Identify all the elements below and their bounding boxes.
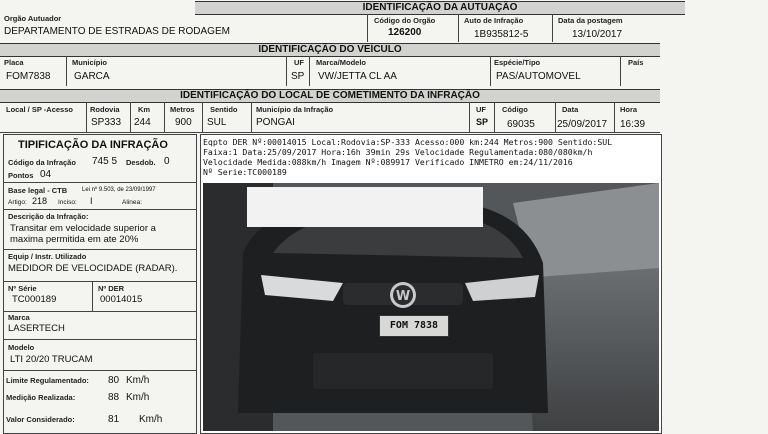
base-legal-label: Base legal - CTB xyxy=(8,186,68,195)
limite-value: 80 xyxy=(108,375,120,386)
limite-unit: Km/h xyxy=(126,375,150,386)
section-veiculo-title: IDENTIFICAÇÃO DO VEÍCULO xyxy=(0,43,660,57)
photo-caption-line4: Nº Serie:TC000189 xyxy=(203,167,287,177)
modelo-label: Modelo xyxy=(8,343,35,352)
serie-label: Nº Série xyxy=(8,284,37,293)
descricao-line1: Transitar em velocidade superior a xyxy=(10,223,156,234)
car-front-image xyxy=(203,183,659,431)
desdob-label: Desdob. xyxy=(126,158,156,167)
tipificacao-panel xyxy=(3,134,197,434)
pais-label: País xyxy=(628,58,644,67)
pontos-label: Pontos xyxy=(8,171,34,180)
photo-caption-line3: Velocidade Medida:088km/h Imagem Nº:089917 Verificado INMETRO em:24/11/2016 xyxy=(203,157,573,167)
der-value: 00014015 xyxy=(100,294,143,305)
data-local-value: 25/09/2017 xyxy=(557,119,608,130)
descricao-line2: maxima permitida em ate 20% xyxy=(10,234,139,245)
placa-label: Placa xyxy=(4,58,24,67)
local-acesso-label: Local / SP -Acesso xyxy=(6,105,73,114)
inciso-label: Inciso: xyxy=(58,199,77,206)
autuacao-row xyxy=(0,14,660,42)
serie-value: TC000189 xyxy=(12,294,57,305)
metros-label: Metros xyxy=(170,105,195,114)
data-postagem-value: 13/10/2017 xyxy=(572,29,623,40)
orgao-label: Orgão Autuador xyxy=(4,14,62,23)
desdob-value: 0 xyxy=(164,156,170,167)
descricao-label: Descrição da Infração: xyxy=(8,212,89,221)
uf-local-label: UF xyxy=(476,105,486,114)
especie-value: PAS/AUTOMOVEL xyxy=(496,71,581,82)
photo-caption-line1: Eqpto DER Nº:00014015 Local:Rodovia:SP-333 Acesso:000 km:244 Metros:900 Sentido:SUL xyxy=(203,137,613,147)
codigo-orgao-value: 126200 xyxy=(388,27,422,38)
municipio-infracao-label: Município da Infração xyxy=(256,105,334,114)
km-value: 244 xyxy=(134,117,151,128)
photo-caption-line2: Faixa:1 Data:25/09/2017 Hora:16h 39min 29s Velocidade Regulamentada:080/080km/h xyxy=(203,147,593,157)
radar-photo-panel xyxy=(200,134,662,434)
radar-photo xyxy=(203,183,659,431)
der-label: Nº DER xyxy=(98,284,125,293)
local-row xyxy=(0,102,660,132)
license-plate: FOM 7838 xyxy=(379,315,449,337)
equip-value: MEDIDOR DE VELOCIDADE (RADAR). xyxy=(8,263,178,274)
uf-veiculo-label: UF xyxy=(294,58,304,67)
marca-modelo-value: VW/JETTA CL AA xyxy=(318,71,397,82)
codigo-infracao-value: 745 5 xyxy=(92,156,118,167)
codigo-infracao-label: Código da Infração xyxy=(8,158,76,167)
uf-veiculo-value: SP xyxy=(291,71,305,82)
artigo-value: 218 xyxy=(32,196,48,206)
inciso-value: I xyxy=(90,196,93,206)
rodovia-value: SP333 xyxy=(91,117,122,128)
equip-label: Equip / Instr. Utilizado xyxy=(8,252,87,261)
marca-modelo-label: Marca/Modelo xyxy=(316,58,367,67)
considerado-unit: Km/h xyxy=(139,414,163,425)
pontos-value: 04 xyxy=(40,169,52,180)
data-postagem-label: Data da postagem xyxy=(558,16,623,25)
rodovia-label: Rodovia xyxy=(90,105,120,114)
hora-value: 16:39 xyxy=(620,119,646,130)
alinea-label: Alinea: xyxy=(122,199,142,206)
marca-equip-value: LASERTECH xyxy=(8,323,65,334)
orgao-value: DEPARTAMENTO DE ESTRADAS DE RODAGEM xyxy=(4,26,230,37)
svg-text:W: W xyxy=(395,289,411,304)
especie-label: Espécie/Tipo xyxy=(494,58,541,67)
metros-value: 900 xyxy=(175,117,192,128)
sentido-value: SUL xyxy=(207,117,227,128)
medicao-value: 88 xyxy=(108,392,120,403)
municipio-veiculo-label: Município xyxy=(72,58,107,67)
codigo-local-label: Código xyxy=(502,105,528,114)
veiculo-row xyxy=(0,56,660,86)
sentido-label: Sentido xyxy=(210,105,238,114)
medicao-label: Medição Realizada: xyxy=(6,393,76,402)
section-local-title: IDENTIFICAÇÃO DO LOCAL DE COMETIMENTO DA INFRAÇÃO xyxy=(0,89,660,103)
marca-equip-label: Marca xyxy=(8,313,30,322)
codigo-local-value: 69035 xyxy=(507,119,535,130)
limite-label: Limite Regulamentado: xyxy=(6,376,89,385)
km-label: Km xyxy=(138,105,151,114)
base-legal-lei: Lei nº 9.503, de 23/09/1997 xyxy=(82,187,156,193)
placa-value: FOM7838 xyxy=(6,71,51,82)
codigo-orgao-label: Código do Orgão xyxy=(374,16,436,25)
auto-infracao-value: 1B935812-5 xyxy=(474,29,529,40)
uf-local-value: SP xyxy=(476,117,489,127)
medicao-unit: Km/h xyxy=(126,392,150,403)
modelo-value: LTI 20/20 TRUCAM xyxy=(10,354,93,365)
municipio-infracao-value: PONGAI xyxy=(256,117,295,128)
hora-label: Hora xyxy=(620,105,638,114)
tipificacao-title: TIPIFICAÇÃO DA INFRAÇÃO xyxy=(18,139,168,151)
data-local-label: Data xyxy=(562,105,579,114)
considerado-label: Valor Considerado: xyxy=(6,415,75,424)
considerado-value: 81 xyxy=(108,414,120,425)
auto-infracao-label: Auto de Infração xyxy=(464,16,524,25)
section-autuacao-title: IDENTIFICAÇÃO DA AUTUAÇÃO xyxy=(195,1,685,15)
municipio-veiculo-value: GARCA xyxy=(74,71,110,82)
artigo-label: Artigo: xyxy=(8,199,27,206)
